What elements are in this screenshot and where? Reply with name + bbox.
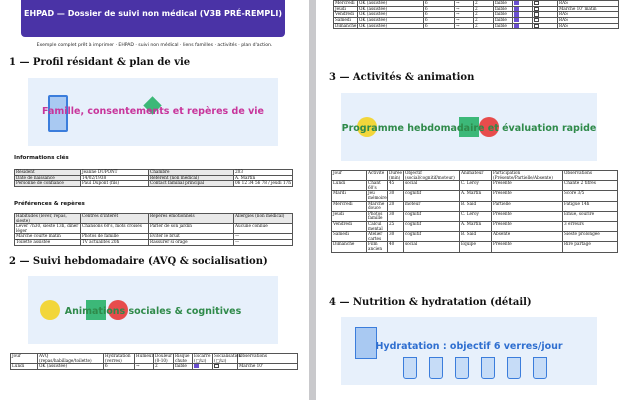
table-cell: Partielle [492, 201, 563, 211]
column-header: Animateur [460, 171, 492, 181]
column-header: Risque chute [174, 354, 193, 364]
socialisation-checkbox[interactable] [534, 1, 539, 5]
section-3-title: 3 — Activités & animation [329, 72, 475, 83]
table-cell: Absente [492, 232, 563, 242]
table-cell: OK (assistée) [358, 12, 424, 18]
table-cell: Contact familial principal [149, 181, 234, 187]
illustration-family [28, 78, 278, 146]
socialisation-checkbox[interactable] [534, 12, 539, 16]
section-1-title: 1 — Profil résidant & plan de vie [9, 57, 191, 68]
table-cell: 30 [388, 191, 404, 201]
table-cell: cognitif [404, 232, 460, 242]
illustration-family-caption: Famille, consentements et repères de vie [42, 106, 264, 117]
table-cell: 3 erreurs [563, 221, 618, 231]
table-cell: Date de naissance [15, 175, 81, 181]
table-cell: OK (assistée) [38, 364, 104, 370]
socialisation-checkbox[interactable] [534, 18, 539, 22]
table-cell: Chansons 60's, mots croisés [81, 224, 149, 234]
table-cell: Présente [492, 221, 563, 231]
table-cell: Mardi [332, 191, 367, 201]
table-cell: → [455, 23, 474, 29]
table-cell: Parler de son jardin [149, 224, 234, 234]
table-cell: TV actualités 20h [81, 239, 149, 245]
page-right [316, 0, 619, 400]
table-cell: 30 [388, 211, 404, 221]
table-cell: Repères émotionnels [149, 214, 234, 224]
illustration-hydration-caption: Hydratation : objectif 6 verres/jour [375, 341, 563, 352]
table-cell: 06 12 34 56 78 / jeudi 17h [235, 180, 291, 186]
table-cell: Aucune connue [234, 224, 293, 234]
table-cell: Score 3/5 [563, 191, 618, 201]
table-cell: → [455, 6, 474, 12]
table-cell: Allergies (non médical) [234, 214, 293, 224]
table-cell: Mercredi [332, 201, 367, 211]
table-cell: 6 [104, 364, 135, 370]
table-cell: Centres d'intérêt [81, 214, 149, 224]
table-cell: Habitudes (lever, repas, sieste) [15, 214, 81, 224]
activity-row [332, 211, 618, 221]
glass-icon [533, 357, 547, 379]
table-cell: cognitif [404, 191, 460, 201]
table-cell: A. Martin [460, 221, 492, 231]
table-cell: 2 [474, 1, 494, 7]
column-header: Socialisation (□/☑) [214, 353, 242, 363]
table-cell: Lever 7h30, sieste 13h, dîner léger [15, 224, 81, 234]
column-header: Humeur [135, 354, 154, 364]
table-cell: Samedi [332, 232, 367, 242]
preferences-row [15, 224, 293, 234]
activity-row [332, 191, 618, 201]
table-cell: Équipe [460, 242, 492, 252]
escarre-checkbox[interactable] [514, 24, 519, 28]
illustration-programme [341, 93, 597, 161]
table-cell: B. Saïd [460, 201, 492, 211]
table-cell: cognitif [404, 211, 460, 221]
table-cell: 25 [388, 221, 404, 231]
table-cell: moteur [404, 201, 460, 211]
table-cell: B. Saïd [460, 232, 492, 242]
table-cell: Présente [492, 181, 563, 191]
checkbox-cell [513, 23, 533, 29]
table-header-row [332, 171, 618, 181]
table-cell: Vendredi [334, 12, 358, 18]
table-cell: Présente [492, 211, 563, 221]
table-cell: OK (assistée) [358, 1, 424, 7]
table-cell: Rassurer si orage [149, 239, 234, 245]
preferences-title: Préférences & repères [14, 201, 85, 207]
table-cell: Référent (non médical) [149, 175, 234, 181]
table-cell: 45 [388, 181, 404, 191]
weekly-row [11, 364, 298, 370]
table-cell: Personne de confiance [15, 181, 81, 187]
table-cell: Marche 10' matin [558, 6, 619, 12]
socialisation-checkbox[interactable] [214, 364, 219, 368]
table-cell: Fatigue 14h [563, 201, 618, 211]
column-header: Durée (min) [389, 170, 403, 180]
preferences-row [15, 239, 293, 245]
table-cell: cognitif [404, 221, 460, 231]
table-cell: faible [494, 23, 513, 29]
escarre-checkbox[interactable] [514, 18, 519, 22]
column-header: Objectif (social/cognitif/moteur) [404, 171, 460, 181]
socialisation-checkbox[interactable] [534, 24, 539, 28]
column-header: Escarre (□/☑) [194, 353, 211, 363]
table-cell: RAS [558, 23, 619, 29]
preferences-table [14, 213, 293, 246]
table-cell: 203 [234, 170, 293, 176]
table-cell: → [455, 1, 474, 7]
table-cell: Marche douce [367, 201, 388, 211]
table-cell: Lundi [11, 364, 38, 370]
section-2-title: 2 — Suivi hebdomadaire (AVQ & socialisation) [9, 256, 268, 267]
table-cell: 6 [424, 18, 455, 24]
table-cell: C. Leroy [460, 211, 492, 221]
illustration-animations [28, 276, 278, 344]
column-header: Activité [367, 171, 388, 181]
activity-row [332, 221, 618, 231]
table-cell: Mercredi [334, 1, 358, 7]
table-cell: faible [494, 1, 513, 7]
table-cell: Atelier cartes [367, 232, 388, 242]
table-cell: RAS [558, 12, 619, 18]
table-cell: OK (assistée) [358, 18, 424, 24]
table-cell: Toilette assistée [15, 239, 81, 245]
table-cell: Calcul mental [367, 221, 388, 231]
table-cell: Lundi [332, 181, 367, 191]
activities-table [331, 170, 618, 253]
info-title: Informations clés [14, 155, 69, 161]
table-cell: 6 [424, 6, 455, 12]
document-subtitle: Exemple complet prêt à imprimer · EHPAD · suivi non médical · liens familles · activités · plan d'action. [36, 43, 273, 48]
table-cell: 2 [474, 18, 494, 24]
column-header: Jour [332, 171, 367, 181]
table-cell: Sieste prolongée [563, 232, 618, 242]
table-cell: faible [494, 12, 513, 18]
table-cell: C. Leroy [460, 181, 492, 191]
glass-icon [429, 357, 443, 379]
table-cell: OK (assistée) [358, 23, 424, 29]
table-cell: faible [174, 364, 193, 370]
table-header-row [11, 354, 298, 364]
checkbox-cell [213, 364, 238, 370]
table-cell: 6 [424, 12, 455, 18]
table-cell: Chant 60's [367, 181, 388, 191]
escarre-checkbox[interactable] [514, 12, 519, 16]
section-4-title: 4 — Nutrition & hydratation (détail) [329, 297, 532, 308]
activity-row [332, 232, 618, 242]
checkbox-cell [533, 23, 558, 29]
table-cell: Paul Dupont (fils) [81, 181, 149, 187]
table-cell: OK (assistée) [358, 6, 424, 12]
illustration-hydration [341, 317, 597, 385]
table-cell: Chante 2 titres [563, 181, 618, 191]
table-cell: A. Martin [460, 191, 492, 201]
title-banner [21, 0, 285, 37]
table-cell: 2 [474, 6, 494, 12]
table-cell: Dimanche [332, 242, 367, 252]
table-cell: Vendredi [332, 221, 367, 231]
escarre-checkbox[interactable] [514, 7, 519, 11]
table-cell: Rire partagé [563, 242, 618, 252]
column-header: Jour [11, 354, 38, 364]
table-cell: A. Martin [234, 175, 293, 181]
table-cell: Film ancien [367, 242, 388, 252]
escarre-checkbox[interactable] [514, 1, 519, 5]
table-cell: Jeanne DUPONT [81, 170, 149, 176]
table-cell: RAS [558, 1, 619, 7]
table-cell: 2 [474, 23, 494, 29]
table-cell: 20 [388, 201, 404, 211]
weekly-table [10, 353, 298, 370]
activity-row [332, 242, 618, 252]
table-cell: 14/02/1938 [81, 175, 149, 181]
checkbox-cell [193, 364, 213, 370]
table-cell: Marche 10' [238, 364, 298, 370]
table-cell: — [234, 239, 293, 245]
table-cell: social [404, 242, 460, 252]
illustration-animations-caption: Animations sociales & cognitives [64, 306, 242, 317]
document-title: EHPAD — Dossier de suivi non médical (V3B PRÉ-REMPLI) [24, 9, 282, 18]
weekly-table-continued [333, 0, 619, 29]
table-cell: 2 [154, 364, 174, 370]
activity-row [332, 201, 618, 211]
table-cell: 40 [388, 242, 404, 252]
glass-icon [455, 357, 469, 379]
glass-icon [403, 357, 417, 379]
table-cell: Résident [15, 170, 81, 176]
table-cell: Jeu mémoire [368, 190, 387, 200]
table-cell: Dimanche [335, 22, 357, 28]
table-cell: social [404, 181, 460, 191]
table-cell: — [234, 234, 293, 240]
table-cell: 6 [424, 1, 455, 7]
column-header: Participation (Présente/Partielle/Absente) [492, 171, 563, 181]
table-cell: → [455, 18, 474, 24]
preferences-row [15, 214, 293, 224]
table-cell: Photos de famille [81, 234, 149, 240]
table-cell: → [135, 364, 154, 370]
info-row [15, 181, 293, 187]
table-cell: Éviter le bruit [149, 234, 234, 240]
column-header: Douleur (0-10) [155, 353, 173, 363]
table-cell: faible [494, 6, 513, 12]
weekly-row [334, 23, 619, 29]
table-cell: Photos famille [367, 211, 388, 221]
table-cell: 2 [474, 12, 494, 18]
table-cell: Jeudi [332, 211, 367, 221]
column-header: Observations [238, 354, 298, 364]
glass-icon [481, 357, 495, 379]
table-cell: Chambre [149, 170, 234, 176]
page-left [0, 0, 309, 400]
table-cell: Jeudi [334, 6, 358, 12]
table-cell: RAS [558, 18, 619, 24]
activity-row [332, 181, 618, 191]
table-cell: Marche courte matin [15, 234, 81, 240]
illustration-programme-caption: Programme hebdomadaire et évaluation rapide [341, 123, 597, 134]
socialisation-checkbox[interactable] [534, 7, 539, 11]
column-header: Observations [563, 171, 618, 181]
escarre-checkbox[interactable] [194, 364, 199, 368]
table-cell: Samedi [334, 18, 358, 24]
info-table [14, 169, 293, 187]
table-cell: Présente [492, 191, 563, 201]
column-header: AVQ (repas/habillage/toilette) [38, 354, 104, 364]
table-cell: 6 [424, 23, 455, 29]
table-cell: Émue, sourire [563, 211, 618, 221]
table-cell: 30 [388, 232, 404, 242]
table-cell: → [455, 12, 474, 18]
column-header: Hydratation (verres) [104, 354, 135, 364]
glass-icon [507, 357, 521, 379]
table-cell: faible [494, 18, 513, 24]
table-cell: Présente [492, 242, 563, 252]
